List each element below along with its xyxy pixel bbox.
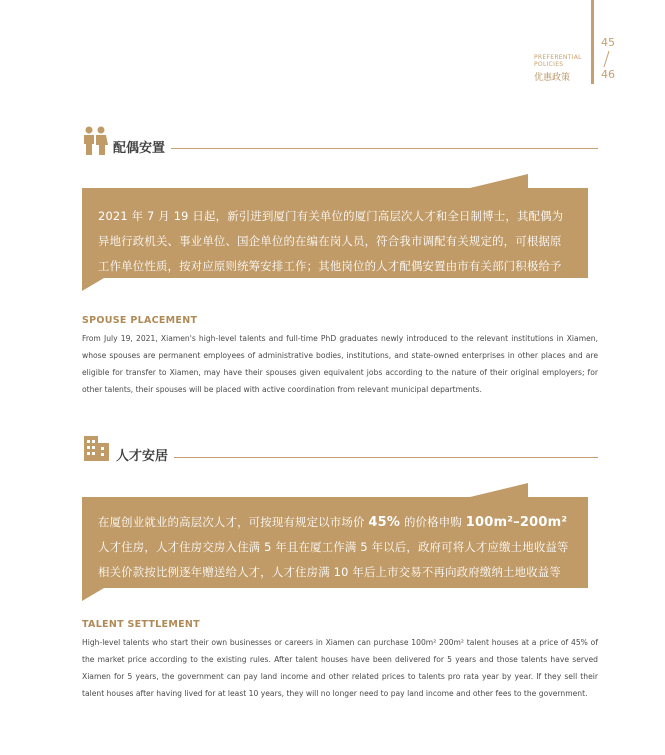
talent-box-area: 100m²–200m² bbox=[465, 515, 568, 530]
talent-box-text-1: 在厦创业就业的高层次人才，可按现有规定以市场价 bbox=[98, 515, 365, 529]
talent-box-percentage: 45% bbox=[368, 515, 401, 530]
talent-box-text bbox=[82, 497, 588, 610]
section-label-en: PREFERENTIAL POLICIES bbox=[534, 54, 582, 68]
box-tail-accent bbox=[82, 588, 104, 601]
page-number-right: 46 bbox=[601, 68, 615, 81]
talent-box-text-3: 人才住房，人才住房交房入住满 5 年且在厦工作满 5 年以后，政府可将人才应缴土地收益等相关价款按比例逐年赠送给人才，人才住房满 10 年后上市交易不再向政府缴纳土地收益等费用。 bbox=[98, 540, 569, 604]
header-accent-bar bbox=[591, 0, 594, 84]
spouse-box-text: 2021 年 7 月 19 日起，新引进到厦门有关单位的厦门高层次人才和全日制博士，其配偶为异地行政机关、事业单位、国企单位的在编在岗人员，符合我市调配有关规定的，可根据原工作单位性质，按对应原则统筹安排工作；其他岗位的人才配偶安置由市有关部门积极给予协调。 bbox=[98, 209, 564, 298]
building-icon bbox=[82, 435, 110, 461]
section-divider-spouse bbox=[171, 148, 598, 149]
box-corner-accent bbox=[470, 483, 528, 497]
section-title-spouse: 配偶安置 bbox=[113, 141, 166, 156]
spouse-title-en: SPOUSE PLACEMENT bbox=[82, 315, 198, 326]
section-label-cn: 优惠政策 bbox=[534, 73, 571, 83]
talent-text-en: High-level talents who start their own businesses or careers in Xiamen can purchase 100m² 200m² talent houses at a price of 45% of the market price according to the existing rules. After talent houses have been delivered for 5 years and those talents have served Xiamen for 5 years, the government can pay land income and other related prices to talents pro rata year by year. If they sell their talent houses after having lived for at least 10 years, they will no longer need to pay land income and other fees to the government. bbox=[82, 638, 598, 698]
section-divider-talent bbox=[174, 457, 598, 458]
spouse-info-box bbox=[82, 188, 588, 298]
page-divider-slash bbox=[603, 50, 610, 68]
box-corner-accent bbox=[470, 174, 528, 188]
page-number-left: 45 bbox=[601, 36, 615, 49]
talent-title-en: TALENT SETTLEMENT bbox=[82, 619, 200, 630]
talent-info-box bbox=[82, 497, 588, 604]
section-title-talent: 人才安居 bbox=[116, 449, 169, 464]
couple-icon bbox=[82, 126, 108, 156]
box-tail-accent bbox=[82, 278, 104, 291]
talent-box-text-2: 的价格申购 bbox=[403, 515, 462, 529]
spouse-text-en: From July 19, 2021, Xiamen's high-level talents and full-time PhD graduates newly introduced to the relevant institutions in Xiamen, whose spouses are permanent employees of administrative bodies, institutions, and state-owned enterprises in other places and are eligible for transfer to Xiamen, may have their spouses given equivalent jobs according to the nature of their original employers; for other talents, their spouses will be placed with active coordination from relevant municipal departments. bbox=[82, 334, 598, 394]
